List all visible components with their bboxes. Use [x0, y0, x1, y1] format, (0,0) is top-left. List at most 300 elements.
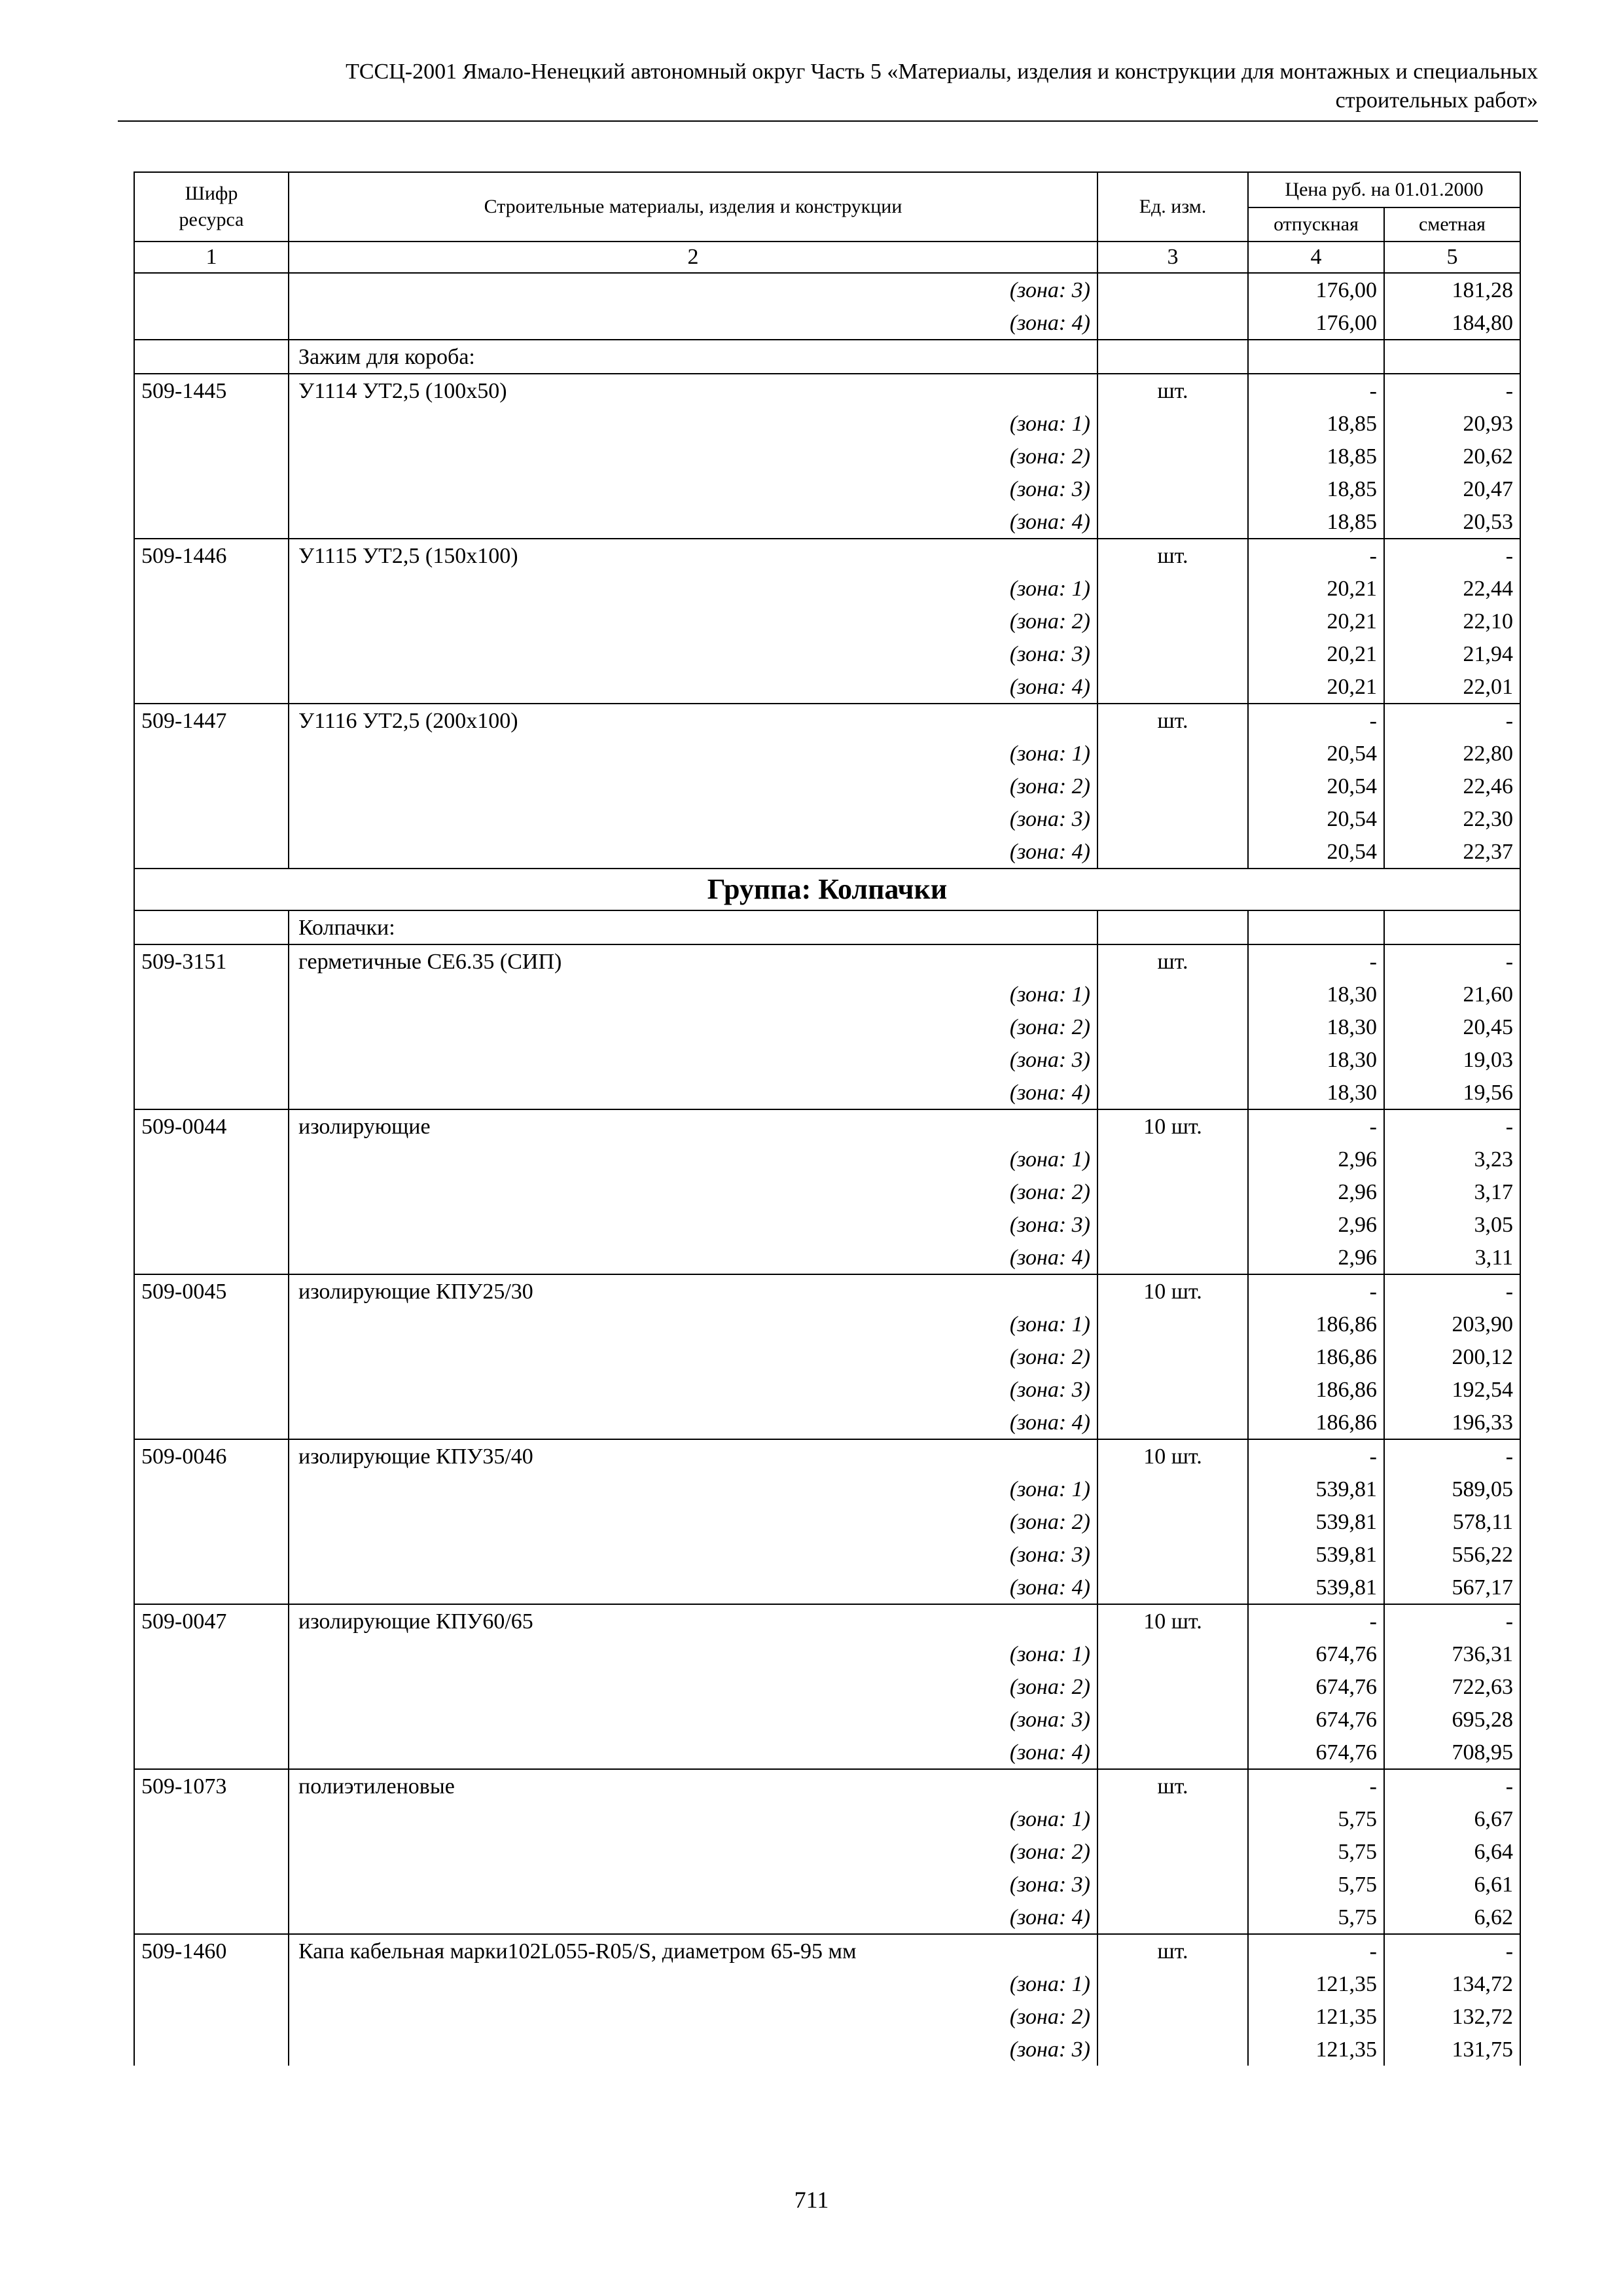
price-release: 2,96 — [1248, 1175, 1384, 1208]
unit-cell — [1097, 2000, 1248, 2033]
group-heading-row — [134, 869, 1520, 910]
price-estimate: 708,95 — [1384, 1736, 1520, 1769]
zone-label: (зона: 3) — [289, 1043, 1097, 1076]
zone-row — [134, 1505, 1520, 1538]
unit-cell — [1097, 1638, 1248, 1670]
price-release: 674,76 — [1248, 1670, 1384, 1703]
unit-cell — [1097, 1571, 1248, 1604]
unit-cell — [1097, 1868, 1248, 1901]
price-release: 18,30 — [1248, 978, 1384, 1011]
unit-cell — [1097, 1670, 1248, 1703]
zone-label: (зона: 1) — [289, 1967, 1097, 2000]
price-release: - — [1248, 944, 1384, 978]
unit-cell — [1097, 473, 1248, 505]
price-estimate: 556,22 — [1384, 1538, 1520, 1571]
price-estimate: 22,30 — [1384, 802, 1520, 835]
zone-row — [134, 1901, 1520, 1934]
item-name: У1114 УТ2,5 (100х50) — [289, 374, 1097, 407]
price-estimate: 200,12 — [1384, 1340, 1520, 1373]
resource-code: 509-1447 — [134, 704, 289, 737]
unit-cell — [1097, 1143, 1248, 1175]
resource-code — [134, 910, 289, 944]
price-release: - — [1248, 1109, 1384, 1143]
zone-label: (зона: 4) — [289, 1901, 1097, 1934]
price-release — [1248, 910, 1384, 944]
resource-code — [134, 1703, 289, 1736]
resource-code — [134, 1803, 289, 1835]
resource-code — [134, 473, 289, 505]
price-estimate: - — [1384, 1274, 1520, 1308]
zone-label: (зона: 2) — [289, 770, 1097, 802]
price-release: 18,85 — [1248, 505, 1384, 539]
zone-label: (зона: 1) — [289, 978, 1097, 1011]
zone-row — [134, 1638, 1520, 1670]
unit-cell — [1097, 737, 1248, 770]
price-release: 18,30 — [1248, 1076, 1384, 1109]
zone-row — [134, 1835, 1520, 1868]
zone-row — [134, 1703, 1520, 1736]
resource-code — [134, 1143, 289, 1175]
resource-code: 509-0046 — [134, 1439, 289, 1473]
price-release: - — [1248, 1934, 1384, 1967]
resource-code — [134, 835, 289, 869]
unit-cell: 10 шт. — [1097, 1109, 1248, 1143]
price-release: 5,75 — [1248, 1868, 1384, 1901]
resource-code — [134, 1571, 289, 1604]
zone-row — [134, 670, 1520, 704]
header-price: Цена руб. на 01.01.2000 — [1248, 172, 1520, 207]
zone-row — [134, 1670, 1520, 1703]
zone-row — [134, 407, 1520, 440]
item-name: полиэтиленовые — [289, 1769, 1097, 1803]
resource-code — [134, 1308, 289, 1340]
zone-label: (зона: 3) — [289, 1208, 1097, 1241]
resource-code — [134, 407, 289, 440]
header-price-estimate: сметная — [1384, 207, 1520, 242]
price-estimate: 22,10 — [1384, 605, 1520, 637]
zone-label: (зона: 1) — [289, 572, 1097, 605]
item-row — [134, 1934, 1520, 1967]
price-estimate: 22,46 — [1384, 770, 1520, 802]
resource-code — [134, 1868, 289, 1901]
resource-code — [134, 572, 289, 605]
table-body — [134, 273, 1520, 2066]
zone-row — [134, 1241, 1520, 1274]
resource-code — [134, 2000, 289, 2033]
resource-code — [134, 273, 289, 306]
zone-label: (зона: 1) — [289, 1308, 1097, 1340]
price-estimate: 181,28 — [1384, 273, 1520, 306]
unit-cell — [1097, 505, 1248, 539]
price-estimate: - — [1384, 539, 1520, 572]
unit-cell — [1097, 637, 1248, 670]
zone-label: (зона: 4) — [289, 306, 1097, 340]
zone-label: (зона: 1) — [289, 737, 1097, 770]
resource-code: 509-1445 — [134, 374, 289, 407]
price-estimate: 22,80 — [1384, 737, 1520, 770]
resource-code — [134, 1473, 289, 1505]
section-title: Зажим для короба: — [289, 340, 1097, 374]
header-code: Шифр ресурса — [134, 172, 289, 242]
zone-row — [134, 1803, 1520, 1835]
document-header — [118, 58, 1538, 115]
resource-code — [134, 670, 289, 704]
price-release: 176,00 — [1248, 306, 1384, 340]
price-table — [134, 171, 1521, 2066]
price-release: 2,96 — [1248, 1208, 1384, 1241]
unit-cell — [1097, 1901, 1248, 1934]
resource-code — [134, 802, 289, 835]
unit-cell: шт. — [1097, 1934, 1248, 1967]
item-row — [134, 1439, 1520, 1473]
unit-cell — [1097, 802, 1248, 835]
header-line-2: строительных работ» — [1335, 88, 1538, 113]
zone-row — [134, 1011, 1520, 1043]
resource-code — [134, 1538, 289, 1571]
zone-row — [134, 1473, 1520, 1505]
resource-code — [134, 1670, 289, 1703]
zone-row — [134, 473, 1520, 505]
resource-code — [134, 1208, 289, 1241]
resource-code: 509-0044 — [134, 1109, 289, 1143]
price-estimate: 20,47 — [1384, 473, 1520, 505]
zone-label: (зона: 2) — [289, 1670, 1097, 1703]
zone-label: (зона: 3) — [289, 637, 1097, 670]
price-estimate: 6,61 — [1384, 1868, 1520, 1901]
unit-cell — [1097, 770, 1248, 802]
resource-code — [134, 340, 289, 374]
unit-cell: 10 шт. — [1097, 1604, 1248, 1638]
zone-row — [134, 306, 1520, 340]
zone-label: (зона: 2) — [289, 1340, 1097, 1373]
item-row — [134, 539, 1520, 572]
unit-cell: шт. — [1097, 1769, 1248, 1803]
resource-code — [134, 1011, 289, 1043]
zone-row — [134, 1406, 1520, 1439]
unit-cell — [1097, 440, 1248, 473]
price-estimate: 6,67 — [1384, 1803, 1520, 1835]
unit-cell — [1097, 910, 1248, 944]
price-estimate: 22,37 — [1384, 835, 1520, 869]
zone-label: (зона: 1) — [289, 1803, 1097, 1835]
zone-label: (зона: 3) — [289, 273, 1097, 306]
price-release: 674,76 — [1248, 1638, 1384, 1670]
price-estimate: 20,93 — [1384, 407, 1520, 440]
unit-cell — [1097, 1473, 1248, 1505]
resource-code — [134, 1835, 289, 1868]
column-number: 3 — [1097, 242, 1248, 273]
resource-code: 509-1446 — [134, 539, 289, 572]
item-name: У1116 УТ2,5 (200х100) — [289, 704, 1097, 737]
zone-row — [134, 637, 1520, 670]
price-estimate: 19,03 — [1384, 1043, 1520, 1076]
price-estimate: 20,62 — [1384, 440, 1520, 473]
price-release: 20,21 — [1248, 670, 1384, 704]
price-release: 186,86 — [1248, 1308, 1384, 1340]
section-row — [134, 340, 1520, 374]
item-name: Капа кабельная марки102L055-R05/S, диаметром 65-95 мм — [289, 1934, 1097, 1967]
resource-code — [134, 1043, 289, 1076]
unit-cell — [1097, 1505, 1248, 1538]
header-name: Строительные материалы, изделия и конструкции — [289, 172, 1097, 242]
zone-label: (зона: 3) — [289, 473, 1097, 505]
price-estimate: 134,72 — [1384, 1967, 1520, 2000]
price-estimate: 20,45 — [1384, 1011, 1520, 1043]
price-estimate: - — [1384, 944, 1520, 978]
zone-row — [134, 440, 1520, 473]
price-estimate: - — [1384, 1439, 1520, 1473]
price-release: 674,76 — [1248, 1703, 1384, 1736]
zone-label: (зона: 2) — [289, 605, 1097, 637]
item-row — [134, 704, 1520, 737]
header-price-release: отпускная — [1248, 207, 1384, 242]
unit-cell — [1097, 340, 1248, 374]
resource-code — [134, 440, 289, 473]
price-estimate: 22,44 — [1384, 572, 1520, 605]
zone-row — [134, 1571, 1520, 1604]
item-row — [134, 374, 1520, 407]
price-estimate: 132,72 — [1384, 2000, 1520, 2033]
zone-row — [134, 1175, 1520, 1208]
zone-row — [134, 770, 1520, 802]
price-release: 539,81 — [1248, 1538, 1384, 1571]
header-line-1: ТССЦ-2001 Ямало-Ненецкий автономный округ Часть 5 «Материалы, изделия и конструкции для монтажных и специальных — [346, 60, 1538, 84]
price-estimate: - — [1384, 1769, 1520, 1803]
zone-row — [134, 1076, 1520, 1109]
price-estimate: 3,05 — [1384, 1208, 1520, 1241]
zone-row — [134, 505, 1520, 539]
resource-code — [134, 737, 289, 770]
header-unit: Ед. изм. — [1097, 172, 1248, 242]
zone-row — [134, 1868, 1520, 1901]
price-release: 20,54 — [1248, 835, 1384, 869]
resource-code: 509-1460 — [134, 1934, 289, 1967]
resource-code — [134, 1076, 289, 1109]
price-estimate: 722,63 — [1384, 1670, 1520, 1703]
zone-label: (зона: 3) — [289, 1373, 1097, 1406]
unit-cell — [1097, 1076, 1248, 1109]
price-estimate: 3,17 — [1384, 1175, 1520, 1208]
price-release: 539,81 — [1248, 1473, 1384, 1505]
resource-code — [134, 1736, 289, 1769]
price-release: 5,75 — [1248, 1835, 1384, 1868]
resource-code — [134, 505, 289, 539]
unit-cell — [1097, 1208, 1248, 1241]
zone-row — [134, 1143, 1520, 1175]
price-estimate: - — [1384, 1934, 1520, 1967]
price-release: - — [1248, 1274, 1384, 1308]
zone-label: (зона: 4) — [289, 1736, 1097, 1769]
price-estimate: - — [1384, 704, 1520, 737]
resource-code — [134, 1340, 289, 1373]
zone-row — [134, 802, 1520, 835]
zone-row — [134, 273, 1520, 306]
item-name: изолирующие КПУ25/30 — [289, 1274, 1097, 1308]
zone-row — [134, 1043, 1520, 1076]
item-row — [134, 944, 1520, 978]
unit-cell — [1097, 835, 1248, 869]
unit-cell — [1097, 572, 1248, 605]
zone-label: (зона: 4) — [289, 1241, 1097, 1274]
zone-label: (зона: 4) — [289, 835, 1097, 869]
price-estimate: - — [1384, 1604, 1520, 1638]
zone-row — [134, 1967, 1520, 2000]
price-estimate: 695,28 — [1384, 1703, 1520, 1736]
section-title: Колпачки: — [289, 910, 1097, 944]
resource-code — [134, 770, 289, 802]
unit-cell — [1097, 1241, 1248, 1274]
price-estimate — [1384, 340, 1520, 374]
unit-cell: шт. — [1097, 944, 1248, 978]
price-estimate: 192,54 — [1384, 1373, 1520, 1406]
price-release: 20,54 — [1248, 802, 1384, 835]
zone-label: (зона: 2) — [289, 1011, 1097, 1043]
price-estimate: - — [1384, 1109, 1520, 1143]
zone-row — [134, 2033, 1520, 2066]
item-name: изолирующие КПУ35/40 — [289, 1439, 1097, 1473]
price-estimate: 3,23 — [1384, 1143, 1520, 1175]
resource-code — [134, 978, 289, 1011]
price-release: 539,81 — [1248, 1571, 1384, 1604]
zone-label: (зона: 2) — [289, 1505, 1097, 1538]
price-release: 20,54 — [1248, 770, 1384, 802]
price-release: 18,85 — [1248, 440, 1384, 473]
price-release: 186,86 — [1248, 1340, 1384, 1373]
section-row — [134, 910, 1520, 944]
price-estimate: 196,33 — [1384, 1406, 1520, 1439]
item-name: У1115 УТ2,5 (150х100) — [289, 539, 1097, 572]
price-estimate: 6,64 — [1384, 1835, 1520, 1868]
resource-code: 509-0047 — [134, 1604, 289, 1638]
unit-cell: шт. — [1097, 704, 1248, 737]
resource-code — [134, 2033, 289, 2066]
resource-code — [134, 1638, 289, 1670]
price-estimate: 3,11 — [1384, 1241, 1520, 1274]
zone-row — [134, 1736, 1520, 1769]
price-release — [1248, 340, 1384, 374]
resource-code — [134, 605, 289, 637]
price-release: - — [1248, 374, 1384, 407]
price-estimate: 184,80 — [1384, 306, 1520, 340]
unit-cell: 10 шт. — [1097, 1274, 1248, 1308]
zone-row — [134, 572, 1520, 605]
zone-label: (зона: 4) — [289, 1076, 1097, 1109]
price-estimate: 21,94 — [1384, 637, 1520, 670]
resource-code — [134, 1175, 289, 1208]
price-release: 186,86 — [1248, 1373, 1384, 1406]
price-estimate: 19,56 — [1384, 1076, 1520, 1109]
unit-cell — [1097, 1406, 1248, 1439]
unit-cell: 10 шт. — [1097, 1439, 1248, 1473]
unit-cell — [1097, 670, 1248, 704]
column-number: 2 — [289, 242, 1097, 273]
zone-row — [134, 835, 1520, 869]
price-release: 18,85 — [1248, 407, 1384, 440]
column-number: 5 — [1384, 242, 1520, 273]
price-release: - — [1248, 704, 1384, 737]
column-number: 1 — [134, 242, 289, 273]
item-row — [134, 1274, 1520, 1308]
resource-code — [134, 1901, 289, 1934]
price-release: 176,00 — [1248, 273, 1384, 306]
price-release: 5,75 — [1248, 1901, 1384, 1934]
unit-cell — [1097, 605, 1248, 637]
price-release: 20,54 — [1248, 737, 1384, 770]
item-name: изолирующие — [289, 1109, 1097, 1143]
unit-cell — [1097, 1308, 1248, 1340]
zone-row — [134, 1538, 1520, 1571]
unit-cell — [1097, 306, 1248, 340]
resource-code — [134, 1505, 289, 1538]
unit-cell — [1097, 1373, 1248, 1406]
item-row — [134, 1769, 1520, 1803]
unit-cell — [1097, 273, 1248, 306]
zone-label: (зона: 4) — [289, 1571, 1097, 1604]
item-name: изолирующие КПУ60/65 — [289, 1604, 1097, 1638]
zone-label: (зона: 4) — [289, 670, 1097, 704]
header-rule — [118, 120, 1538, 122]
zone-row — [134, 605, 1520, 637]
price-release: - — [1248, 1604, 1384, 1638]
unit-cell — [1097, 1703, 1248, 1736]
price-estimate: 203,90 — [1384, 1308, 1520, 1340]
zone-row — [134, 1373, 1520, 1406]
unit-cell — [1097, 2033, 1248, 2066]
unit-cell: шт. — [1097, 374, 1248, 407]
price-release: 2,96 — [1248, 1143, 1384, 1175]
price-release: - — [1248, 539, 1384, 572]
price-release: - — [1248, 1439, 1384, 1473]
price-estimate: 21,60 — [1384, 978, 1520, 1011]
price-release: 121,35 — [1248, 2000, 1384, 2033]
column-number: 4 — [1248, 242, 1384, 273]
price-release: 20,21 — [1248, 637, 1384, 670]
zone-label: (зона: 2) — [289, 440, 1097, 473]
zone-label: (зона: 2) — [289, 1835, 1097, 1868]
price-release: 674,76 — [1248, 1736, 1384, 1769]
resource-code — [134, 306, 289, 340]
price-release: 186,86 — [1248, 1406, 1384, 1439]
zone-label: (зона: 3) — [289, 1538, 1097, 1571]
unit-cell — [1097, 1011, 1248, 1043]
price-release: - — [1248, 1769, 1384, 1803]
unit-cell — [1097, 1043, 1248, 1076]
resource-code: 509-0045 — [134, 1274, 289, 1308]
zone-label: (зона: 3) — [289, 802, 1097, 835]
unit-cell — [1097, 978, 1248, 1011]
price-release: 2,96 — [1248, 1241, 1384, 1274]
price-release: 18,30 — [1248, 1011, 1384, 1043]
price-estimate: 6,62 — [1384, 1901, 1520, 1934]
zone-row — [134, 978, 1520, 1011]
zone-row — [134, 1308, 1520, 1340]
price-release: 121,35 — [1248, 1967, 1384, 2000]
unit-cell: шт. — [1097, 539, 1248, 572]
item-row — [134, 1604, 1520, 1638]
zone-label: (зона: 2) — [289, 1175, 1097, 1208]
price-estimate: 736,31 — [1384, 1638, 1520, 1670]
price-estimate — [1384, 910, 1520, 944]
resource-code — [134, 1967, 289, 2000]
zone-label: (зона: 4) — [289, 1406, 1097, 1439]
resource-code: 509-1073 — [134, 1769, 289, 1803]
zone-label: (зона: 4) — [289, 505, 1097, 539]
unit-cell — [1097, 407, 1248, 440]
price-estimate: 589,05 — [1384, 1473, 1520, 1505]
unit-cell — [1097, 1736, 1248, 1769]
price-release: 5,75 — [1248, 1803, 1384, 1835]
zone-label: (зона: 1) — [289, 1638, 1097, 1670]
